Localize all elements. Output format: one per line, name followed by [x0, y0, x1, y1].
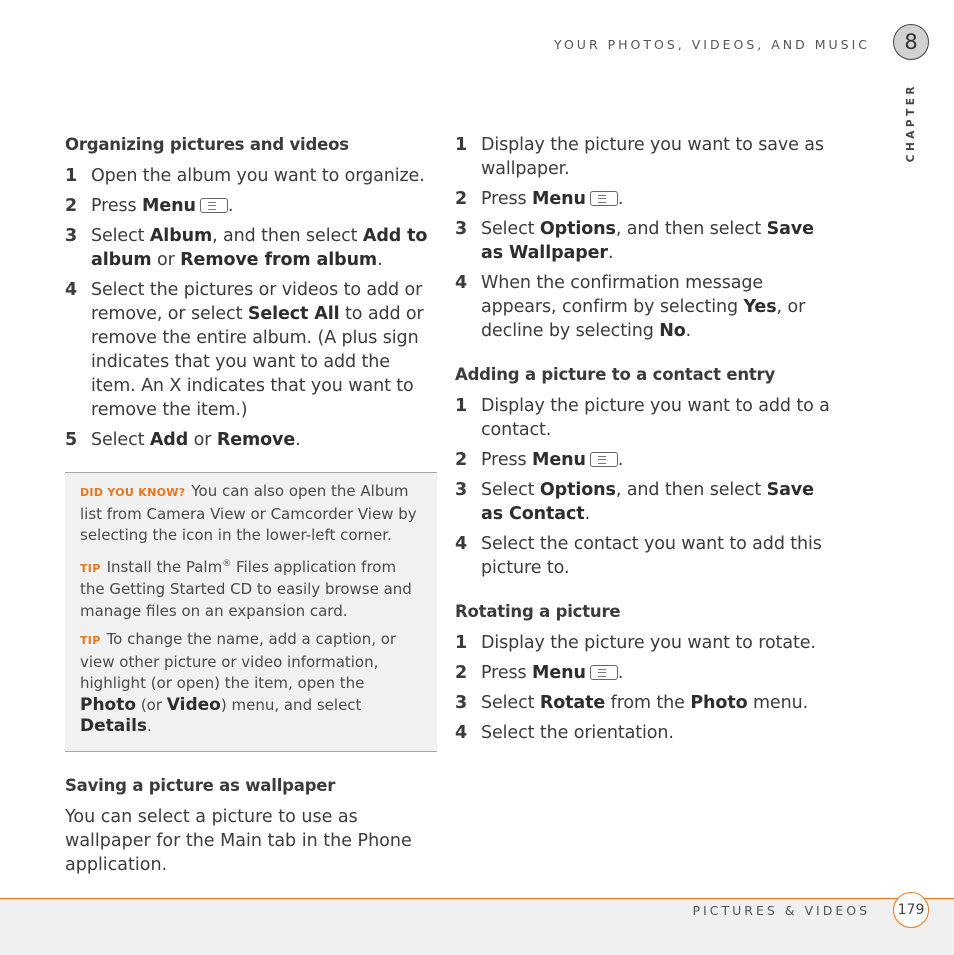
- list-item: [65, 224, 437, 272]
- tips-box: [65, 472, 437, 752]
- option-label: Photo: [690, 693, 748, 713]
- organizing-heading: Organizing pictures and videos: [65, 135, 349, 154]
- punctuation: .: [377, 250, 383, 270]
- step-text: Open the album you want to organize.: [91, 166, 425, 186]
- page-number: 179: [893, 892, 929, 928]
- option-label: Add to album: [91, 226, 428, 270]
- punctuation: .: [584, 504, 591, 524]
- step-text: or: [188, 430, 217, 450]
- step-text: Display the picture you want to save as wallpaper.: [481, 135, 824, 179]
- step-text: Press: [481, 450, 533, 470]
- option-label: Save as Contact: [481, 480, 814, 524]
- option-label: Video: [166, 694, 221, 715]
- step-text: , or decline by selecting: [481, 297, 806, 341]
- option-label: Rotate: [539, 693, 606, 713]
- step-number: 2: [455, 663, 468, 683]
- list-item: [455, 532, 831, 580]
- note-text: To change the name, add a caption, or view other picture or video information, highlight (or open) the item, open the: [80, 630, 397, 692]
- step-text: , and then select: [615, 480, 767, 500]
- tip-label: TIP: [80, 561, 101, 575]
- step-number: 1: [455, 396, 468, 416]
- punctuation: .: [685, 321, 692, 341]
- list-item: [455, 187, 831, 211]
- note-text: You can also open the Album list from Camera View or Camcorder View by selecting the icon in the lower-left corner.: [80, 482, 417, 544]
- step-number: 1: [65, 166, 78, 186]
- option-label: Remove: [216, 430, 296, 450]
- step-number: 2: [65, 196, 78, 216]
- saving-paragraph: You can select a picture to use as wallpaper for the Main tab in the Phone application.: [65, 806, 412, 875]
- list-item: [65, 164, 437, 188]
- step-number: 3: [455, 693, 468, 713]
- step-number: 3: [65, 226, 78, 246]
- step-text: , and then select: [212, 226, 363, 246]
- note-text: ) menu, and select: [220, 695, 362, 714]
- step-number: 4: [455, 723, 468, 743]
- option-label: No: [659, 321, 686, 341]
- footer-section-title: PICTURES & VIDEOS: [692, 903, 870, 918]
- step-text: Select: [481, 693, 540, 713]
- menu-key-icon: [200, 198, 228, 213]
- step-text: Select: [481, 480, 540, 500]
- step-text: or: [151, 250, 181, 270]
- step-text: Select the pictures or videos to add or remove, or select: [91, 280, 423, 324]
- step-text: Display the picture you want to rotate.: [481, 633, 816, 653]
- list-item: [455, 721, 831, 745]
- option-label: Photo: [80, 694, 137, 715]
- did-you-know-note: [80, 481, 423, 547]
- step-number: 3: [455, 219, 468, 239]
- list-item: [455, 394, 831, 442]
- step-number: 4: [455, 273, 468, 293]
- punctuation: .: [617, 663, 624, 683]
- punctuation: .: [617, 450, 624, 470]
- list-item: [455, 661, 831, 685]
- chapter-number-badge: 8: [893, 24, 929, 60]
- right-column: [455, 133, 831, 751]
- list-item: [65, 194, 437, 218]
- step-number: 1: [455, 633, 468, 653]
- step-number: 1: [455, 135, 468, 155]
- wallpaper-steps: [455, 133, 831, 343]
- step-text: menu.: [747, 693, 809, 713]
- step-text: Select: [91, 430, 150, 450]
- registered-mark: ®: [222, 558, 232, 569]
- punctuation: .: [617, 189, 624, 209]
- organizing-steps: [65, 164, 437, 452]
- option-label: Add: [149, 430, 189, 450]
- list-item: [455, 133, 831, 181]
- list-item: [455, 691, 831, 715]
- tip-note: [80, 629, 423, 738]
- list-item: [455, 271, 831, 343]
- menu-key-icon: [590, 665, 618, 680]
- did-you-know-label: DID YOU KNOW?: [80, 486, 186, 499]
- option-label: Save as Wallpaper: [481, 219, 814, 263]
- step-text: from the: [605, 693, 691, 713]
- rotating-heading: Rotating a picture: [455, 602, 621, 621]
- step-text: Press: [481, 189, 533, 209]
- punctuation: .: [227, 196, 234, 216]
- list-item: [455, 631, 831, 655]
- note-text: Install the Palm: [106, 557, 223, 576]
- left-column: [65, 133, 437, 877]
- menu-key-icon: [590, 191, 618, 206]
- rotating-steps: [455, 631, 831, 745]
- step-number: 2: [455, 450, 468, 470]
- saving-heading: Saving a picture as wallpaper: [65, 775, 336, 795]
- option-label: Select All: [247, 304, 340, 324]
- list-item: [65, 278, 437, 422]
- punctuation: .: [147, 717, 152, 735]
- contact-heading: Adding a picture to a contact entry: [455, 365, 776, 384]
- step-number: 5: [65, 430, 78, 450]
- step-text: Select: [91, 226, 150, 246]
- menu-key-icon: [590, 452, 618, 467]
- chapter-vertical-label: CHAPTER: [905, 83, 917, 163]
- note-text: Files application from the Getting Started CD to easily browse and manage files on an expansion card.: [80, 557, 412, 620]
- note-text: (or: [136, 695, 167, 714]
- step-number: 4: [65, 280, 78, 300]
- step-text: to add or remove the entire album. (A plus sign indicates that you want to add the item. An X indicates that you want to remove the item.): [91, 304, 424, 420]
- step-text: Press: [91, 196, 143, 216]
- tip-note: [80, 554, 423, 623]
- option-label: Remove from album: [180, 250, 378, 270]
- step-text: Select the orientation.: [481, 723, 674, 743]
- list-item: [455, 478, 831, 526]
- menu-label: Menu: [532, 450, 586, 470]
- step-text: , and then select: [615, 219, 767, 239]
- list-item: [455, 217, 831, 265]
- contact-steps: [455, 394, 831, 580]
- tip-label: TIP: [80, 634, 101, 647]
- option-label: Details: [80, 716, 148, 736]
- menu-label: Menu: [532, 663, 586, 683]
- step-number: 2: [455, 189, 468, 209]
- option-label: Options: [539, 219, 616, 239]
- punctuation: .: [607, 243, 614, 263]
- step-number: 3: [455, 480, 468, 500]
- option-label: Yes: [743, 297, 777, 317]
- list-item: [455, 448, 831, 472]
- punctuation: .: [295, 430, 301, 450]
- chapter-title: YOUR PHOTOS, VIDEOS, AND MUSIC: [554, 37, 870, 52]
- step-text: Select the contact you want to add this picture to.: [481, 534, 822, 578]
- option-label: Album: [149, 226, 213, 246]
- step-text: Display the picture you want to add to a contact.: [481, 396, 830, 440]
- step-number: 4: [455, 534, 468, 554]
- step-text: When the confirmation message appears, confirm by selecting: [481, 273, 764, 317]
- step-text: Select: [481, 219, 540, 239]
- menu-label: Menu: [142, 196, 196, 216]
- step-text: Press: [481, 663, 533, 683]
- list-item: [65, 428, 437, 452]
- menu-label: Menu: [532, 189, 586, 209]
- option-label: Options: [539, 480, 616, 500]
